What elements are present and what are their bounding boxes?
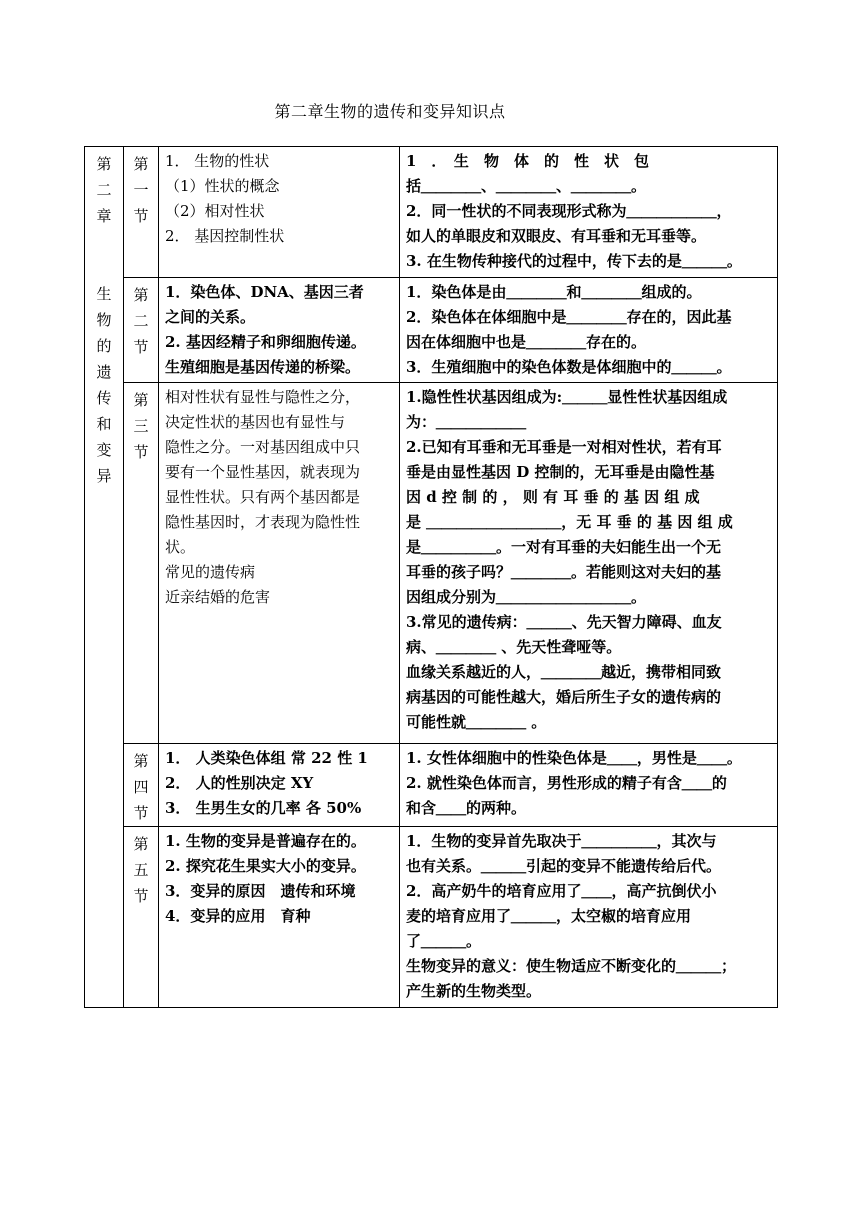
question-line: 2.已知有耳垂和无耳垂是一对相对性状，若有耳 xyxy=(406,438,722,456)
point-line: 状。 xyxy=(165,538,196,556)
point-line: 2． 人的性别决定 XY xyxy=(165,774,314,792)
question-line: 3.常见的遗传病：＿＿＿、先天智力障碍、血友 xyxy=(406,613,722,631)
section-questions-cell xyxy=(400,147,778,278)
page-title: 第二章生物的遗传和变异知识点 xyxy=(274,102,506,121)
question-line: 为：＿＿＿＿＿＿ xyxy=(406,413,527,431)
question-line: 1 ． 生 物 体 的 性 状 包 xyxy=(406,152,649,170)
point-line: （1）性状的概念 xyxy=(165,177,280,195)
question-line: 1. 女性体细胞中的性染色体是＿＿，男性是＿＿。 xyxy=(406,749,742,767)
question-line: 3. 在生物传种接代的过程中，传下去的是＿＿＿。 xyxy=(406,252,742,270)
question-line: 1．生物的变异首先取决于＿＿＿＿＿，其次与 xyxy=(406,832,717,850)
point-line: 生殖细胞是基因传递的桥梁。 xyxy=(165,358,361,376)
section-questions-cell xyxy=(400,383,778,744)
question-line: 耳垂的孩子吗？＿＿＿＿。若能则这对夫妇的基 xyxy=(406,563,722,581)
question-line: 2．染色体在体细胞中是＿＿＿＿存在的，因此基 xyxy=(406,308,732,326)
point-line: （2）相对性状 xyxy=(165,202,265,220)
point-line: 相对性状有显性与隐性之分， xyxy=(165,388,361,406)
section-label-cell xyxy=(124,147,159,278)
point-line: 决定性状的基因也有显性与 xyxy=(165,413,346,431)
question-line: 和含＿＿的两种。 xyxy=(406,799,527,817)
section-points-cell xyxy=(159,147,400,278)
question-line: 1．染色体是由＿＿＿＿和＿＿＿＿组成的。 xyxy=(406,283,702,301)
section-label-cell xyxy=(124,744,159,827)
question-line: 是＿＿＿＿＿。一对有耳垂的夫妇能生出一个无 xyxy=(406,538,722,556)
point-line: 4．变异的应用 育种 xyxy=(165,907,311,925)
point-line: 1． 生物的性状 xyxy=(165,152,270,170)
section-label: 第 五 节 xyxy=(133,835,149,905)
question-line: 垂是由显性基因 D 控制的，无耳垂是由隐性基 xyxy=(406,463,715,481)
question-line: 因 d 控 制 的 ， 则 有 耳 垂 的 基 因 组 成 xyxy=(406,488,700,506)
point-line: 2． 基因控制性状 xyxy=(165,227,285,245)
question-line: 可能性就＿＿＿＿ 。 xyxy=(406,713,547,731)
question-line: 血缘关系越近的人，＿＿＿＿越近，携带相同致 xyxy=(406,663,722,681)
point-line: 近亲结婚的危害 xyxy=(165,588,271,606)
point-line: 2. 探究花生果实大小的变异。 xyxy=(165,857,366,875)
section-label-cell xyxy=(124,383,159,744)
question-line: 因在体细胞中也是＿＿＿＿存在的。 xyxy=(406,333,647,351)
table-row xyxy=(85,147,778,278)
chapter-label: 第 二 章 生 物 的 遗 传 和 变 异 xyxy=(96,155,112,485)
table-row xyxy=(85,278,778,383)
point-line: 1．染色体、DNA、基因三者 xyxy=(165,283,364,301)
table-row xyxy=(85,383,778,744)
section-label: 第 四 节 xyxy=(133,752,149,822)
point-line: 常见的遗传病 xyxy=(165,563,256,581)
point-line: 1． 人类染色体组 常 22 性 1 xyxy=(165,749,368,767)
section-label: 第 一 节 xyxy=(133,155,149,225)
point-line: 之间的关系。 xyxy=(165,308,256,326)
question-line: 是 ＿＿＿＿＿＿＿＿＿，无 耳 垂 的 基 因 组 成 xyxy=(406,513,733,531)
question-line: 括＿＿＿＿、＿＿＿＿、＿＿＿＿。 xyxy=(406,177,647,195)
question-line: 2．高产奶牛的培育应用了＿＿，高产抗倒伏小 xyxy=(406,882,717,900)
point-line: 3． 生男生女的几率 各 50% xyxy=(165,799,362,817)
section-label-cell xyxy=(124,278,159,383)
section-questions-cell xyxy=(400,278,778,383)
section-points-cell xyxy=(159,827,400,1008)
question-line: 病、＿＿＿＿ 、先天性聋哑等。 xyxy=(406,638,622,656)
point-line: 2. 基因经精子和卵细胞传递。 xyxy=(165,333,366,351)
question-line: 麦的培育应用了＿＿＿，太空椒的培育应用 xyxy=(406,907,692,925)
question-line: 产生新的生物类型。 xyxy=(406,982,542,1000)
question-line: 病基因的可能性越大，婚后所生子女的遗传病的 xyxy=(406,688,722,706)
knowledge-table xyxy=(84,146,778,1008)
point-line: 显性性状。只有两个基因都是 xyxy=(165,488,361,506)
section-label-cell xyxy=(124,827,159,1008)
question-line: 3．生殖细胞中的染色体数是体细胞中的＿＿＿。 xyxy=(406,358,732,376)
section-questions-cell xyxy=(400,744,778,827)
point-line: 隐性基因时，才表现为隐性性 xyxy=(165,513,361,531)
section-points-cell xyxy=(159,383,400,744)
question-line: 2．同一性状的不同表现形式称为＿＿＿＿＿＿， xyxy=(406,202,732,220)
section-questions-cell xyxy=(400,827,778,1008)
question-line: 生物变异的意义：使生物适应不断变化的＿＿＿； xyxy=(406,957,737,975)
question-line: 1.隐性性状基因组成为:＿＿＿显性性状基因组成 xyxy=(406,388,728,406)
section-label: 第 二 节 xyxy=(133,286,149,356)
chapter-label-cell xyxy=(85,147,124,1008)
question-line: 如人的单眼皮和双眼皮、有耳垂和无耳垂等。 xyxy=(406,227,707,245)
point-line: 要有一个显性基因，就表现为 xyxy=(165,463,361,481)
point-line: 隐性之分。一对基因组成中只 xyxy=(165,438,361,456)
section-label: 第 三 节 xyxy=(133,391,149,461)
table-row xyxy=(85,827,778,1008)
question-line: 因组成分别为＿＿＿＿＿＿＿＿＿。 xyxy=(406,588,647,606)
section-points-cell xyxy=(159,278,400,383)
question-line: 也有关系。＿＿＿引起的变异不能遗传给后代。 xyxy=(406,857,722,875)
question-line: 了＿＿＿。 xyxy=(406,932,482,950)
table-row xyxy=(85,744,778,827)
question-line: 2. 就性染色体而言，男性形成的精子有含＿＿的 xyxy=(406,774,727,792)
point-line: 3．变异的原因 遗传和环境 xyxy=(165,882,356,900)
section-points-cell xyxy=(159,744,400,827)
point-line: 1. 生物的变异是普遍存在的。 xyxy=(165,832,366,850)
